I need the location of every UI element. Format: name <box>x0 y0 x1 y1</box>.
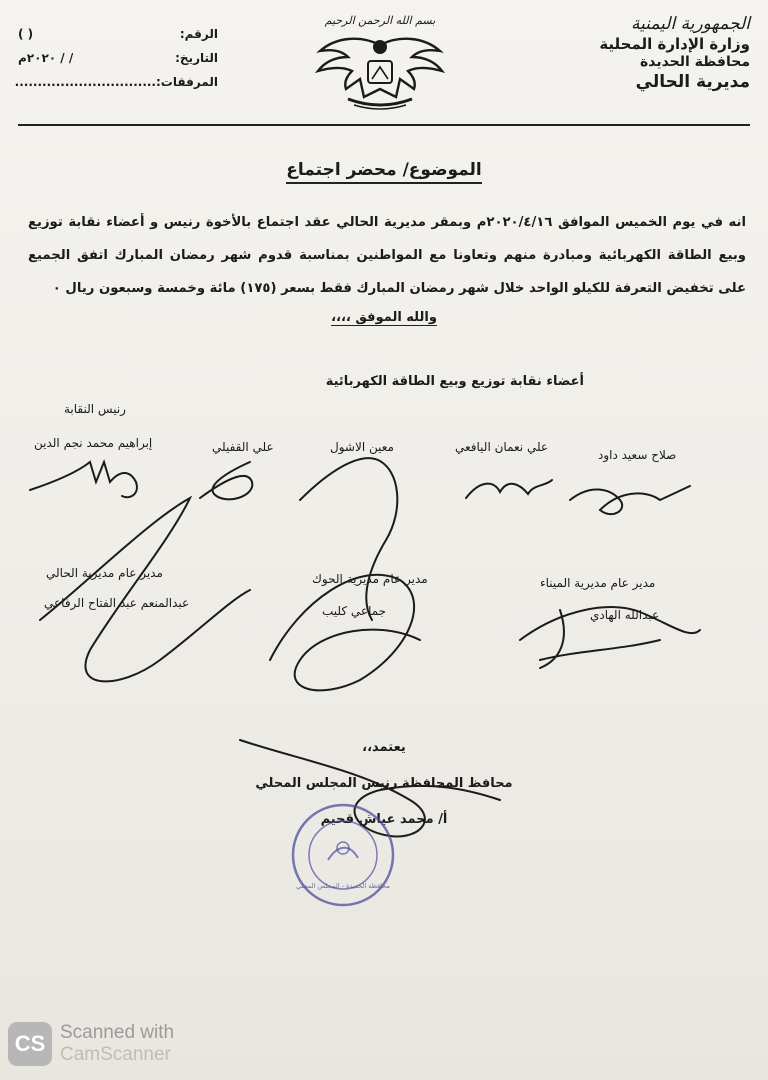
member-2-name: معين الاشول <box>330 440 394 454</box>
union-head-title: رنيس النقابة <box>64 402 126 416</box>
ref-value: ( ) <box>18 27 34 41</box>
watermark-line-1: Scanned with <box>60 1022 175 1043</box>
governorate-name: محافظة الحديدة <box>639 54 750 70</box>
camscanner-watermark <box>8 1022 174 1066</box>
signature-member-2 <box>300 458 397 620</box>
approval-title: محافظ المحافظة رنيس المجلس المحلي <box>255 776 513 791</box>
director-hawk-title: مدير عام مديرية الحوك <box>312 572 428 586</box>
member-3-name: علي نعمان اليافعي <box>455 440 549 454</box>
closing-text: والله الموفق ،،،، <box>331 310 437 325</box>
approval-label: يعتمد،، <box>362 740 406 755</box>
official-stamp <box>288 800 398 910</box>
signature-director-hawk <box>270 575 420 691</box>
basmala: بسم الله الرحمن الرحيم <box>324 14 436 27</box>
signature-member-4 <box>570 486 690 514</box>
approval-name: أ/ محمد عياش قحيم <box>320 812 448 827</box>
member-1-name: علي القفيلي <box>212 440 274 454</box>
watermark-text <box>60 1022 174 1066</box>
union-head-name: إبراهيم محمد نجم الدين <box>34 436 153 450</box>
signature-director-hali <box>40 498 250 681</box>
district-name: مديرية الحالي <box>635 71 750 92</box>
date-value: / / ٢٠٢٠م <box>18 51 74 65</box>
signature-member-3 <box>466 480 552 498</box>
subject-text: الموضوع/ محضر اجتماع <box>286 160 482 184</box>
ministry-name: وزارة الإدارة المحلية <box>599 35 750 54</box>
attachments-value: ............................... <box>14 75 156 89</box>
signature-director-mina <box>520 607 700 668</box>
signature-union-head <box>30 462 137 497</box>
camscanner-logo-icon: CS <box>8 1022 52 1066</box>
director-hawk-name: جماعي كليب <box>322 604 387 618</box>
stamp-text: محافظة الحديدة - المجلس المحلي <box>296 882 390 890</box>
republic-name: الجمهورية اليمنية <box>630 14 750 34</box>
members-heading: أعضاء نقابة توزيع وبيع الطاقة الكهربائية <box>325 374 584 389</box>
signature-member-1 <box>200 462 252 499</box>
date-label: التاريخ: <box>175 51 218 65</box>
director-hali-title: مدير عام مديرية الحالي <box>46 566 163 580</box>
director-mina-name: عبدالله الهادي <box>590 608 660 622</box>
attachments-label: المرفقات: <box>156 75 218 89</box>
watermark-line-2: CamScanner <box>60 1044 171 1065</box>
stamp-seal-icon <box>288 800 398 910</box>
ref-label: الرقم: <box>179 27 218 41</box>
director-mina-title: مدير عام مديرية الميناء <box>540 576 656 590</box>
director-hali-name: عبدالمنعم عبد الفتاح الرفاعي <box>44 596 190 610</box>
member-4-name: صلاح سعيد داود <box>598 448 677 462</box>
minutes-body: انه في يوم الخميس الموافق ٢٠٢٠/٤/١٦م وبمقر مديرية الحالي عقد اجتماع بالأخوة رنيس و أعضاء نقابة توزيع وبيع الطاقة الكهربائية ومبادرة منهم وتعاونا مع المواطنين بمناسبة قدوم شهر رمضان المبارك اتفق الجميع على تخفيض التعرفة للكيلو الواحد خلال شهر رمضان المبارك فقط بسعر (١٧٥) مائة وخمسة وسبعون ريال ٠ <box>28 215 746 296</box>
